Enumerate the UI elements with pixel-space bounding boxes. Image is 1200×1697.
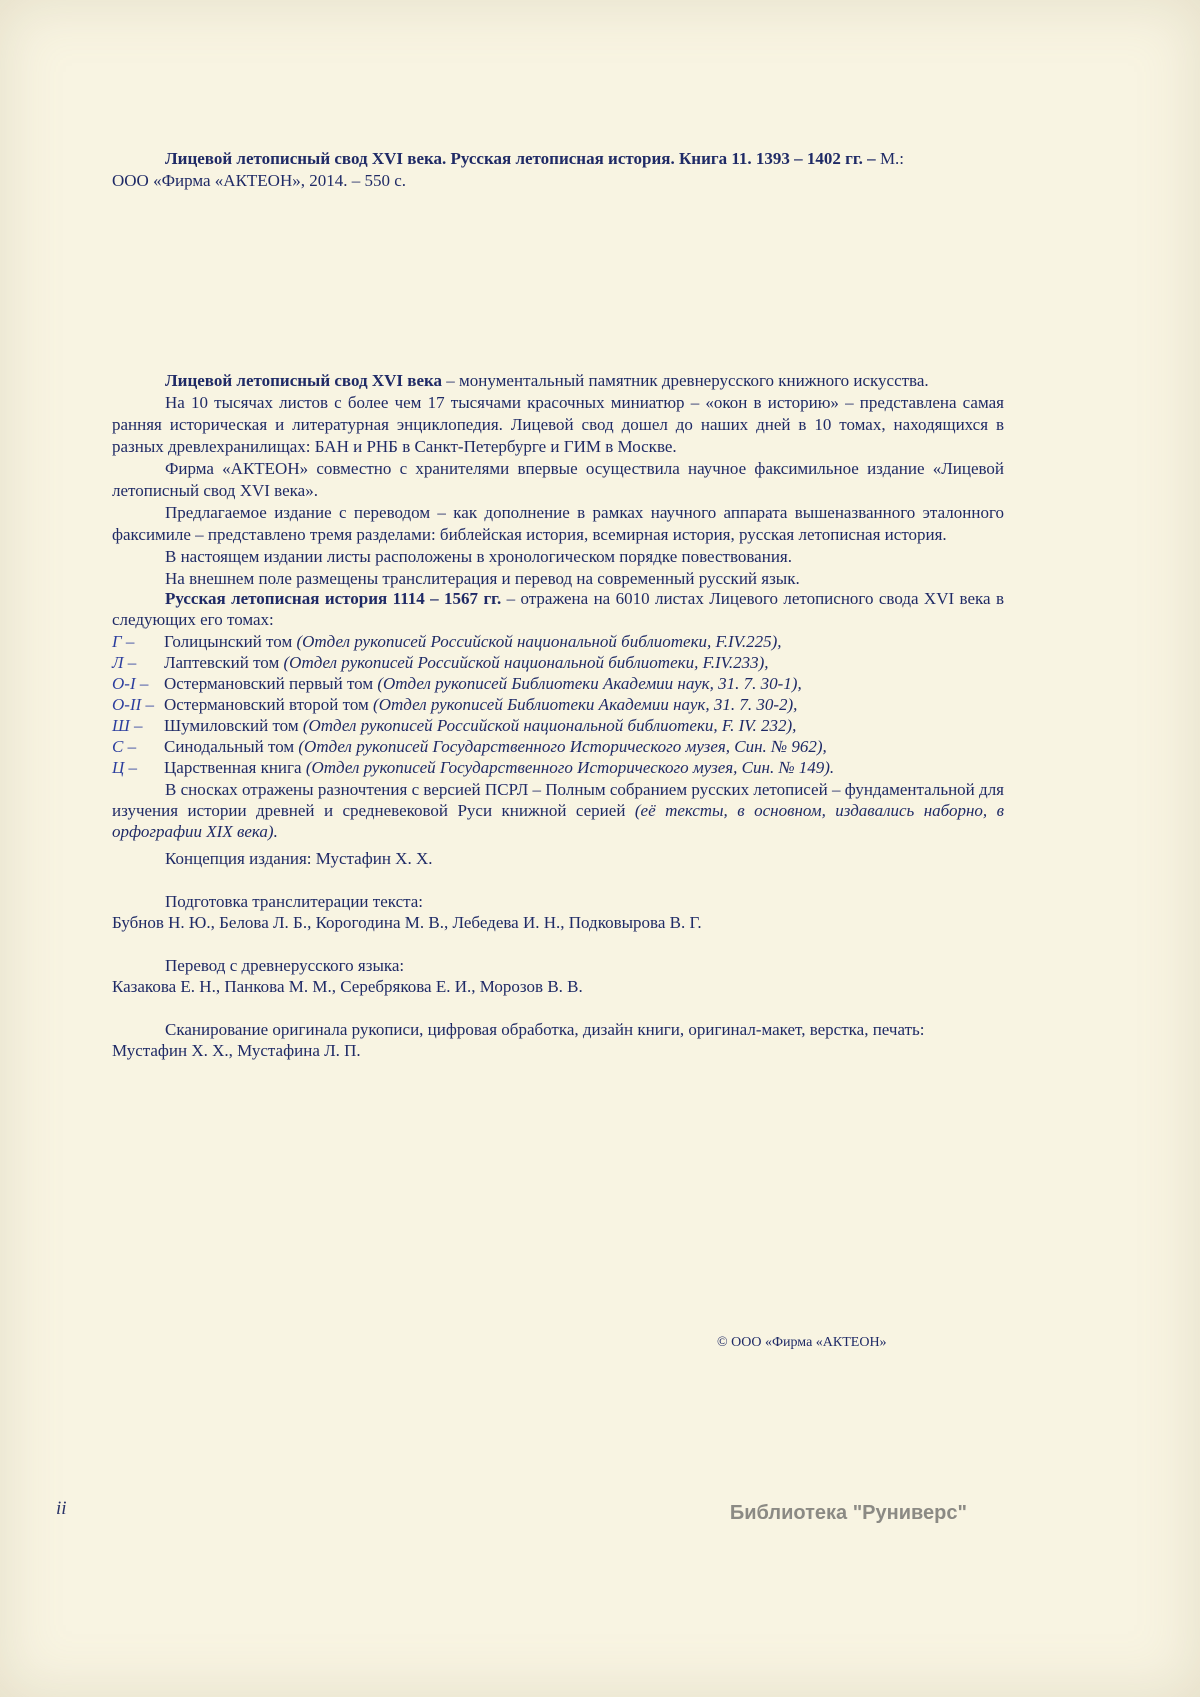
intro-lead-rest: – монументальный памятник древнерусского книжного искусства. [442,371,929,390]
volumes-heading-bold: Русская летописная история 1114 – 1567 гг. [165,589,502,608]
volume-ref: (Отдел рукописей Российской национальной библиотеки, F. IV. 232), [302,716,797,735]
volume-text [164,757,834,778]
intro-block [112,370,1004,590]
volume-item [112,757,1004,778]
volume-ref: (Отдел рукописей Библиотеки Академии наук, 31. 7. 30-1), [377,674,802,693]
volume-text [164,715,796,736]
footnote-italic: (её тексты, в основном, издавались наборно, в орфографии XIX века). [112,801,1004,841]
volume-text [164,631,781,652]
volume-name: Остермановский первый том [164,674,378,693]
citation-text [112,148,912,192]
volume-ref: (Отдел рукописей Государственного Исторического музея, Син. № 149). [305,758,835,777]
intro-paragraph: Фирма «АКТЕОН» совместно с хранителями впервые осуществила научное факсимильное издание «Лицевой летописный свод XVI века». [112,459,1004,500]
volume-item [112,673,1004,694]
credit-translation-title: Перевод с древнерусского языка: [165,956,405,975]
intro-paragraph: На внешнем поле размещены транслитерация и перевод на современный русский язык. [165,569,800,588]
footnote-regular: В сносках отражены разночтения с версией ПСРЛ – Полным собранием русских летописей – фундаментальной для изучения истории древней и средневековой Руси книжной серией [112,780,1004,820]
volumes-block [112,588,1004,842]
volume-item [112,715,1004,736]
volume-label: Ш – [112,716,143,735]
volumes-heading-rest: – отражена на 6010 листах Лицевого летописного свода XVI века в следующих его томах: [112,589,1004,629]
volume-name: Лаптевский том [164,653,284,672]
credits-block [112,848,1004,1061]
volume-ref: (Отдел рукописей Государственного Исторического музея, Син. № 962), [298,737,827,756]
volume-name: Синодальный том [164,737,299,756]
volume-item [112,652,1004,673]
volume-ref: (Отдел рукописей Российской национальной библиотеки, F.IV.225), [296,632,782,651]
credit-transliteration-names: Бубнов Н. Ю., Белова Л. Б., Корогодина М. В., Лебедева И. Н., Подковырова В. Г. [112,913,702,932]
credit-transliteration-title: Подготовка транслитерации текста: [165,892,424,911]
volume-text [164,652,769,673]
intro-paragraph [112,370,1004,392]
volume-label: С – [112,737,137,756]
volume-name: Шумиловский том [164,716,303,735]
volume-name: Остермановский второй том [164,695,374,714]
credit-production-title: Сканирование оригинала рукописи, цифровая обработка, дизайн книги, оригинал-макет, верстка, печать: [165,1020,925,1039]
volume-text [164,736,827,757]
intro-paragraph: Предлагаемое издание с переводом – как дополнение в рамках научного аппарата вышеназванного эталонного факсимиле – представлено тремя разделами: библейская история, всемирная история, русская летописная история. [112,503,1004,544]
credit-production-names: Мустафин Х. Х., Мустафина Л. П. [112,1041,361,1060]
volume-ref: (Отдел рукописей Российской национальной библиотеки, F.IV.233), [283,653,769,672]
intro-lead-bold: Лицевой летописный свод XVI века [165,371,443,390]
intro-paragraph: На 10 тысячах листов с более чем 17 тысячами красочных миниатюр – «окон в историю» – представлена самая ранняя историческая и литературная энциклопедия. Лицевой свод дошел до наших дней в 10 томах, находящихся в разных древлехранилищах: БАН и РНБ в Санкт-Петербурге и ГИМ в Москве. [112,393,1004,456]
credit-translation-names: Казакова Е. Н., Панкова М. М., Серебрякова Е. И., Морозов В. В. [112,977,583,996]
volume-item [112,631,1004,652]
library-watermark: Библиотека "Руниверс" [729,1502,967,1524]
volume-item [112,694,1004,715]
citation-bold: Лицевой летописный свод XVI века. Русская летописная история. Книга 11. 1393 – 1402 гг. – [165,149,876,168]
volume-label: О-II – [112,695,155,714]
intro-paragraph: В настоящем издании листы расположены в хронологическом порядке повествования. [165,547,792,566]
volume-name: Царственная книга [164,758,306,777]
volume-label: О-I – [112,674,149,693]
volume-text [164,673,802,694]
page-number: ii [56,1498,67,1519]
volume-text [164,694,797,715]
volume-label: Г – [112,632,135,651]
volume-label: Ц – [112,758,138,777]
copyright-line: © ООО «Фирма «АКТЕОН» [717,1335,887,1350]
volume-name: Голицынский том [164,632,297,651]
credit-concept: Концепция издания: Мустафин Х. Х. [165,849,433,868]
volumes-heading [112,588,1004,630]
volume-label: Л – [112,653,137,672]
volume-item [112,736,1004,757]
volume-ref: (Отдел рукописей Библиотеки Академии наук, 31. 7. 30-2), [373,695,798,714]
citation-block [112,148,912,192]
footnote-paragraph [112,779,1004,842]
citation-rest: М.: ООО «Фирма «АКТЕОН», 2014. – 550 с. [112,149,905,190]
